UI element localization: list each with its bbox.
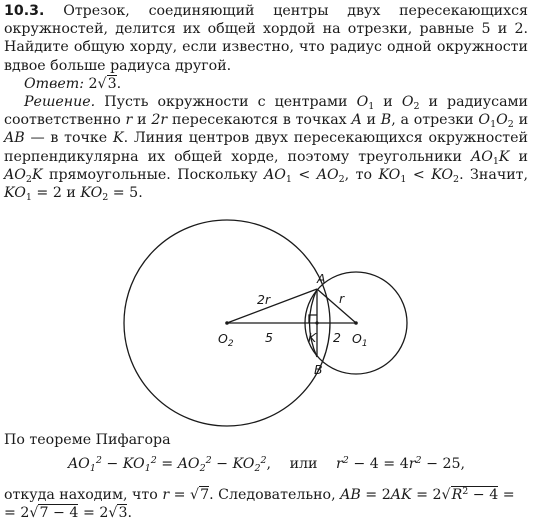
sol-and-4: и [518,112,529,129]
sol-AB: AB [4,130,25,147]
answer-label: Ответ: [24,75,84,92]
solution-label: Решение. [24,94,96,111]
sol-and-3: и [366,112,376,129]
sol-text-4: , а отрезки [391,112,474,129]
sol-and-1: и [383,94,393,111]
answer-radicand: 3 [107,75,117,92]
sol-text-7: прямоугольные. Поскольку [49,166,258,183]
sol-eq-2: = 5. [112,185,143,202]
pythagoras-formula: $AO_1^2 - KO_1^2 = AO_2^2 - KO_2^2$, или $r^2 - 4 = 4r^2 - 25$, [67,455,466,474]
right-angle-mark [309,315,317,323]
final-eq: = 2 [82,505,109,521]
point-K [315,321,318,324]
answer-coef: 2 [88,75,98,92]
sol-2r: 2r [151,112,168,129]
sol-and-2: и [137,112,147,129]
label-seg-5: 5 [265,330,273,345]
point-O2 [225,321,229,325]
problem-statement [4,2,528,75]
problem-text [4,2,528,202]
radius-r [317,289,356,323]
lens-arc-left [310,289,318,357]
label-B: B [314,362,323,377]
sol-text-8: , то [344,166,372,183]
sol-text-3: пересекаются в точках [171,112,347,129]
label-seg-2: 2 [333,330,341,345]
answer-line: Ответ: 2√3. [24,75,122,92]
sol-and-6: и [66,185,76,202]
sol-text-6: . Линия центров двух пересекающихся окружностей перпендикулярна их общей хорде, поэтому треугольники [4,130,528,165]
formula-or: или [289,456,318,472]
radius-2r [227,289,317,323]
sol-B: B [380,112,392,129]
label-K: K [308,330,317,345]
sol-eq-1: = 2 [36,185,62,202]
statement-text: Отрезок, соединяющий центры двух пересекающихся окружностей, делится их общей хордой на отрезки, равные 5 и 2. Найдите общую хорду, если известно, что радиус одной окружности вдвое больше радиуса другой. [4,3,528,74]
sol-text-1: Пусть окружности с центрами [104,94,348,111]
sol-K: K [112,130,124,147]
pythagoras-text: По теореме Пифагора [4,432,171,448]
label-2r: 2r [257,292,271,307]
sol-text-5: — в точке [30,130,108,147]
sol-and-5: и [518,148,528,165]
label-O2: $O_2$ [218,331,234,349]
label-r: r [339,291,345,306]
problem-number: 10.3. [4,3,45,19]
sol-text-2: и радиусами соответственно [4,94,529,129]
point-O1 [354,321,358,325]
label-O1: $O_1$ [352,331,368,349]
conclusion: откуда находим, что r = √7. Следовательно, AB = $2AK = 2√R^2 - 4$ = = 2√7 − 4 = 2√3. [4,486,515,521]
sol-A: A [351,112,362,129]
sol-r: r [125,112,133,129]
small-circle [305,272,407,374]
conclusion-text-2: . Следовательно, [209,487,336,503]
sol-text-9: . Значит, [459,166,529,183]
solution-paragraph: Решение. Пусть окружности с центрами $O_1$ и $O_2$ и радиусами соответственно r и 2r пересекаются в точках A и B, а отрезки $O_1O_2$ и AB — в точке K. Линия центров двух пересекающихся окружностей перпендикулярна их общей хорде, поэтому треугольники $AO_1K$ и $AO_2K$ прямоугольные. Поскольку $AO_1 < AO_2$, то $KO_1 < KO_2$. Значит, $KO_1 = 2$ и $KO_2 = 5$. [4,94,529,204]
label-A: A [317,271,326,286]
large-circle [124,220,330,426]
conclusion-text-1: откуда находим, что [4,487,158,503]
pythagoras-line [4,431,528,449]
